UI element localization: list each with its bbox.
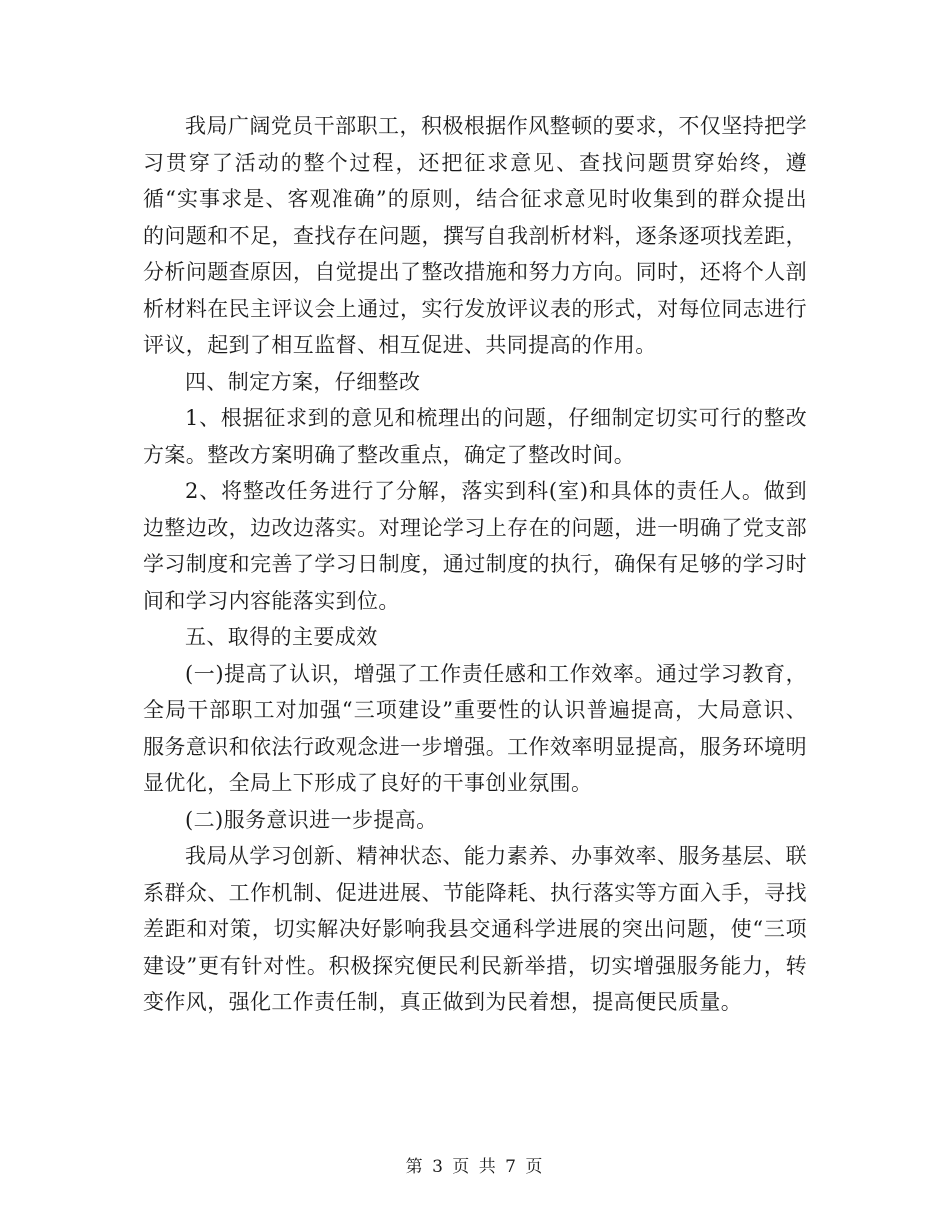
paragraph-service-measures: 我局从学习创新、精神状态、能力素养、办事效率、服务基层、联系群众、工作机制、促进进展、节能降耗、执行落实等方面入手，寻找差距和对策，切实解决好影响我县交通科学进展的突出问题，使“三项建设”更有针对性。积极探究便民利民新举措，切实增强服务能力，转变作风，强化工作责任制，真正做到为民着想，提高便民质量。 — [143, 844, 807, 1014]
paragraph-awareness: (一)提高了认识，增强了工作责任感和工作效率。通过学习教育，全局干部职工对加强“三项建设”重要性的认识普遍提高，大局意识、服务意识和依法行政观念进一步增强。工作效率明显提高，服务环境明显优化，全局上下形成了良好的干事创业氛围。 — [143, 661, 807, 795]
document-body — [143, 108, 807, 1021]
page-number: 第 3 页 共 7 页 — [405, 1157, 545, 1177]
subheading-service-awareness: (二)服务意识进一步提高。 — [185, 807, 438, 832]
section-heading-rectification: 四、制定方案，仔细整改 — [185, 369, 421, 394]
page-footer — [0, 1152, 950, 1177]
paragraph-plan: 1、根据征求到的意见和梳理出的问题，仔细制定切实可行的整改方案。整改方案明确了整改重点，确定了整改时间。 — [143, 406, 807, 467]
section-heading-results: 五、取得的主要成效 — [185, 625, 378, 649]
paragraph-task-breakdown: 2、将整改任务进行了分解，落实到科(室)和具体的责任人。做到边整边改，边改边落实。对理论学习上存在的问题，进一明确了党支部学习制度和完善了学习日制度，通过制度的执行，确保有足够的学习时间和学习内容能落实到位。 — [143, 479, 807, 613]
paragraph-self-analysis: 我局广阔党员干部职工，积极根据作风整顿的要求，不仅坚持把学习贯穿了活动的整个过程，还把征求意见、查找问题贯穿始终，遵循“实事求是、客观准确”的原则，结合征求意见时收集到的群众提出的问题和不足，查找存在问题，撰写自我剖析材料，逐条逐项找差距，分析问题查原因，自觉提出了整改措施和努力方向。同时，还将个人剖析材料在民主评议会上通过，实行发放评议表的形式，对每位同志进行评议，起到了相互监督、相互促进、共同提高的作用。 — [143, 114, 807, 357]
